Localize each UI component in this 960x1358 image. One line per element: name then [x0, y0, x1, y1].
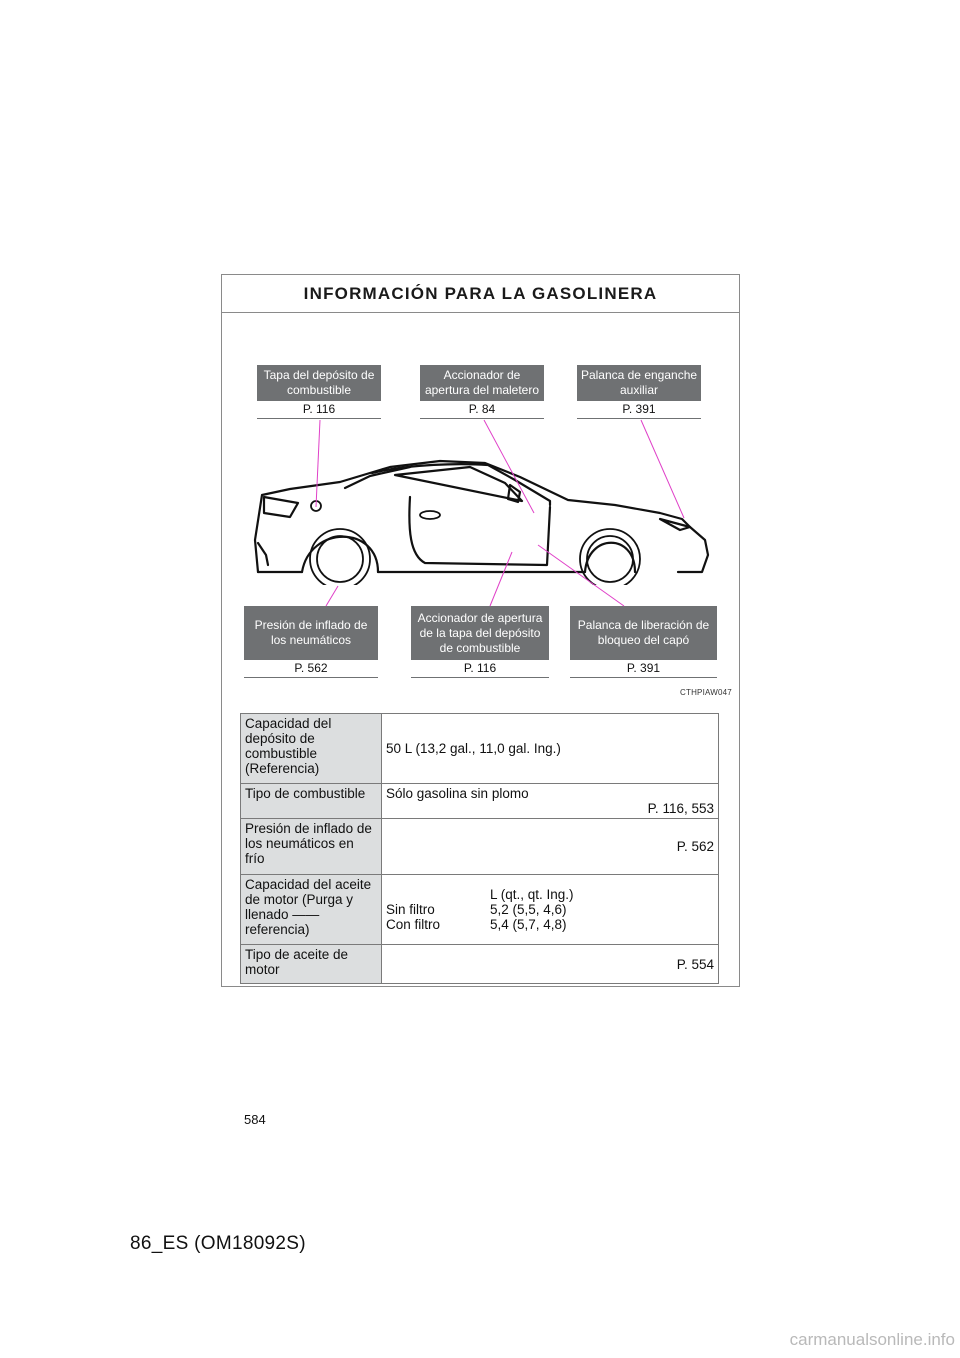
tire-pressure-ref: P. 562: [676, 839, 714, 854]
callout-page-ref: P. 116: [411, 660, 549, 678]
callout-label: Accionador de apertura de la tapa del depósito de combustible: [411, 606, 549, 660]
callout-page-ref: P. 84: [420, 401, 544, 419]
tire-pressure-label: Presión de inflado de los neumáticos en frío: [241, 819, 382, 875]
callout-label: Tapa del depósito de combustible: [257, 365, 381, 401]
oil-without-filter-label: Sin filtro: [386, 902, 435, 917]
oil-with-filter-label: Con filtro: [386, 917, 441, 932]
table-row: [241, 784, 719, 819]
fuel-type-cell: [382, 784, 719, 819]
tire-pressure-cell: [382, 819, 719, 875]
oil-unit-header: L (qt., qt. Ing.): [490, 887, 574, 902]
fuel-capacity-value: 50 L (13,2 gal., 11,0 gal. Ing.): [386, 741, 561, 756]
callout-page-ref: P. 116: [257, 401, 381, 419]
callout-fuel-door-opener: [411, 606, 549, 678]
callout-hood-release: [570, 606, 717, 678]
oil-without-filter-value: 5,2 (5,5, 4,6): [490, 902, 567, 917]
oil-type-ref: P. 554: [676, 956, 714, 972]
oil-type-label: Tipo de aceite de motor: [241, 945, 382, 984]
fuel-type-ref: P. 116, 553: [647, 801, 714, 816]
oil-capacity-label: Capacidad del aceite de motor (Purga y llenado —— referencia): [241, 875, 382, 945]
callout-label: Accionador de apertura del maletero: [420, 365, 544, 401]
callout-label: Palanca de enganche auxiliar: [577, 365, 701, 401]
table-row: [241, 819, 719, 875]
oil-with-filter-value: 5,4 (5,7, 4,8): [490, 917, 567, 932]
oil-capacity-grid: [386, 887, 714, 932]
fuel-capacity-cell: [382, 714, 719, 784]
callout-label: Presión de inflado de los neumáticos: [244, 606, 378, 660]
callout-trunk-opener: [420, 365, 544, 419]
panel-title: INFORMACIÓN PARA LA GASOLINERA: [303, 283, 658, 303]
fuel-capacity-label: Capacidad del depósito de combustible (Referencia): [241, 714, 382, 784]
oil-capacity-cell: [382, 875, 719, 945]
specs-table: [240, 713, 719, 984]
callout-page-ref: P. 562: [244, 660, 378, 678]
callout-label: Palanca de liberación de bloqueo del capó: [570, 606, 717, 660]
oil-type-cell: [382, 945, 719, 984]
fuel-type-label: Tipo de combustible: [241, 784, 382, 819]
car-side-illustration: [250, 455, 715, 585]
fuel-type-value: Sólo gasolina sin plomo: [386, 786, 529, 801]
watermark: carmanualsonline.info: [789, 1330, 955, 1349]
table-row: [241, 945, 719, 984]
callout-page-ref: P. 391: [570, 660, 717, 678]
figure-code: CTHPIAW047: [680, 688, 732, 697]
callout-page-ref: P. 391: [577, 401, 701, 419]
document-code: 86_ES (OM18092S): [130, 1233, 306, 1254]
title-bar: [222, 275, 739, 313]
callout-fuel-cap: [257, 365, 381, 419]
callout-tire-pressure: [244, 606, 378, 678]
table-row: [241, 875, 719, 945]
table-row: [241, 714, 719, 784]
page-number: 584: [244, 1112, 266, 1127]
callout-auxiliary-latch: [577, 365, 701, 419]
